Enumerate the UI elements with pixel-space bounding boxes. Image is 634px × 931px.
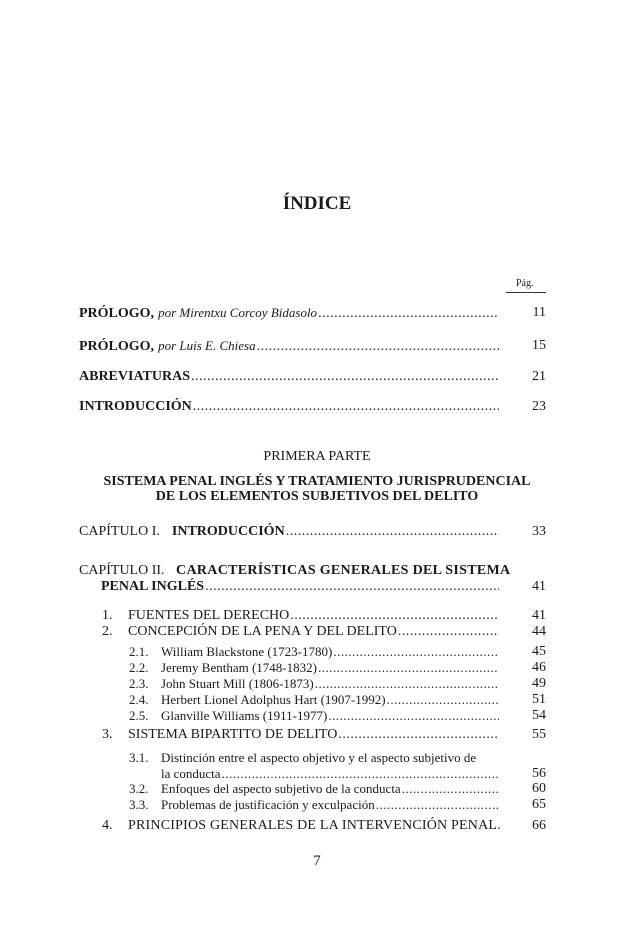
toc-section-4[interactable]: PRINCIPIOS GENERALES DE LA INTERVENCIÓN PENAL.: [128, 818, 501, 833]
page-number: 7: [313, 853, 321, 869]
toc-section-2-2[interactable]: [161, 660, 501, 676]
entry-page: 44: [532, 624, 546, 639]
toc-section-2-5[interactable]: [161, 708, 501, 724]
entry-page: 23: [532, 399, 546, 414]
section-text: William Blackstone (1723-1780): [161, 644, 333, 659]
entry-page: 15: [532, 338, 546, 353]
section-number: 2.1.: [129, 644, 149, 659]
dot-leader: [257, 339, 499, 355]
section-number: 2.: [102, 624, 113, 639]
section-text-line1: Distinción entre el aspecto objetivo y el aspecto subjetivo de: [161, 750, 477, 765]
page-column-label: Pág.: [516, 278, 534, 289]
toc-entry-introduccion[interactable]: [79, 399, 501, 415]
dot-leader: [328, 708, 499, 724]
entry-label: ABREVIATURAS: [79, 369, 190, 384]
section-number: 1.: [102, 608, 113, 623]
entry-label: PRÓLOGO,: [79, 306, 155, 321]
entry-page: 11: [532, 305, 546, 320]
part-label: PRIMERA PARTE: [263, 449, 371, 464]
entry-page: 45: [532, 644, 546, 659]
entry-page: 49: [532, 676, 546, 691]
dot-leader: [315, 676, 499, 692]
section-text: John Stuart Mill (1806-1873): [161, 676, 314, 691]
entry-page: 65: [532, 797, 546, 812]
entry-page: 56: [532, 766, 546, 781]
section-number: 2.3.: [129, 676, 149, 691]
section-text: SISTEMA BIPARTITO DE DELITO: [128, 727, 338, 742]
section-number: 3.: [102, 727, 113, 742]
page-title: ÍNDICE: [282, 193, 352, 214]
entry-page: 55: [532, 727, 546, 742]
toc-section-3-2[interactable]: [161, 781, 501, 797]
chapter-prefix: CAPÍTULO II.: [79, 563, 165, 578]
toc-section-3-3[interactable]: [161, 797, 501, 813]
toc-chapter-1[interactable]: [79, 524, 501, 540]
dot-leader: [318, 660, 499, 676]
entry-author: por Mirentxu Corcoy Bidasolo: [158, 305, 318, 320]
toc-entry-prologo-2[interactable]: [79, 338, 501, 355]
toc-section-2[interactable]: [128, 624, 501, 640]
toc-chapter-2-line2[interactable]: [101, 579, 501, 595]
entry-page: 33: [532, 524, 546, 539]
chapter-title-line1: CARACTERÍSTICAS GENERALES DEL SISTEMA: [176, 563, 511, 578]
section-text: Enfoques del aspecto subjetivo de la conducta: [161, 781, 401, 796]
entry-page: 51: [532, 692, 546, 707]
section-text: Glanville Williams (1911-1977): [161, 708, 328, 723]
section-number: 3.3.: [129, 797, 149, 812]
section-number: 3.2.: [129, 781, 149, 796]
section-number: 4.: [102, 818, 113, 833]
dot-leader: [222, 766, 499, 782]
toc-entry-prologo-1[interactable]: [79, 305, 501, 322]
entry-label: INTRODUCCIÓN: [79, 399, 192, 414]
dot-leader: [286, 524, 499, 540]
section-text: Jeremy Bentham (1748-1832): [161, 660, 317, 675]
entry-page: 41: [532, 608, 546, 623]
part-title-line2: DE LOS ELEMENTOS SUBJETIVOS DEL DELITO: [155, 489, 479, 504]
chapter-title-line2: PENAL INGLÉS: [101, 579, 205, 594]
page-column-rule: [506, 292, 546, 293]
toc-section-2-4[interactable]: [161, 692, 501, 708]
entry-page: 46: [532, 660, 546, 675]
entry-author: por Luis E. Chiesa: [158, 338, 256, 353]
dot-leader: [333, 644, 499, 660]
section-text-line2: la conducta: [161, 766, 221, 781]
part-title-line1: SISTEMA PENAL INGLÉS Y TRATAMIENTO JURISPRUDENCIAL: [103, 474, 531, 489]
dot-leader: [193, 399, 499, 415]
dot-leader: [205, 579, 499, 595]
toc-section-1[interactable]: [128, 608, 501, 624]
entry-label: PRÓLOGO,: [79, 339, 155, 354]
dot-leader: [398, 624, 499, 640]
dot-leader: [402, 781, 499, 797]
dot-leader: [318, 306, 499, 322]
section-number: 2.5.: [129, 708, 149, 723]
dot-leader: [338, 727, 499, 743]
entry-page: 41: [532, 579, 546, 594]
toc-entry-abreviaturas[interactable]: [79, 369, 501, 385]
entry-page: 60: [532, 781, 546, 796]
chapter-prefix: CAPÍTULO I.: [79, 524, 160, 539]
section-text: Herbert Lionel Adolphus Hart (1907-1992): [161, 692, 386, 707]
section-text: Problemas de justificación y exculpación: [161, 797, 375, 812]
toc-section-2-1[interactable]: [161, 644, 501, 660]
dot-leader: [376, 797, 499, 813]
dot-leader: [387, 692, 499, 708]
toc-chapter-2-line1[interactable]: [79, 563, 511, 579]
toc-section-3-1[interactable]: [161, 766, 501, 782]
entry-page: 66: [532, 818, 546, 833]
dot-leader: [191, 369, 499, 385]
toc-section-3[interactable]: [128, 727, 501, 743]
chapter-title: INTRODUCCIÓN: [171, 524, 285, 539]
section-number: 2.4.: [129, 692, 149, 707]
entry-page: 21: [532, 369, 546, 384]
section-text: FUENTES DEL DERECHO: [128, 608, 290, 623]
toc-section-2-3[interactable]: [161, 676, 501, 692]
section-text: CONCEPCIÓN DE LA PENA Y DEL DELITO: [128, 624, 397, 639]
section-number: 3.1.: [129, 750, 149, 765]
entry-page: 54: [532, 708, 546, 723]
dot-leader: [290, 608, 499, 624]
section-number: 2.2.: [129, 660, 149, 675]
